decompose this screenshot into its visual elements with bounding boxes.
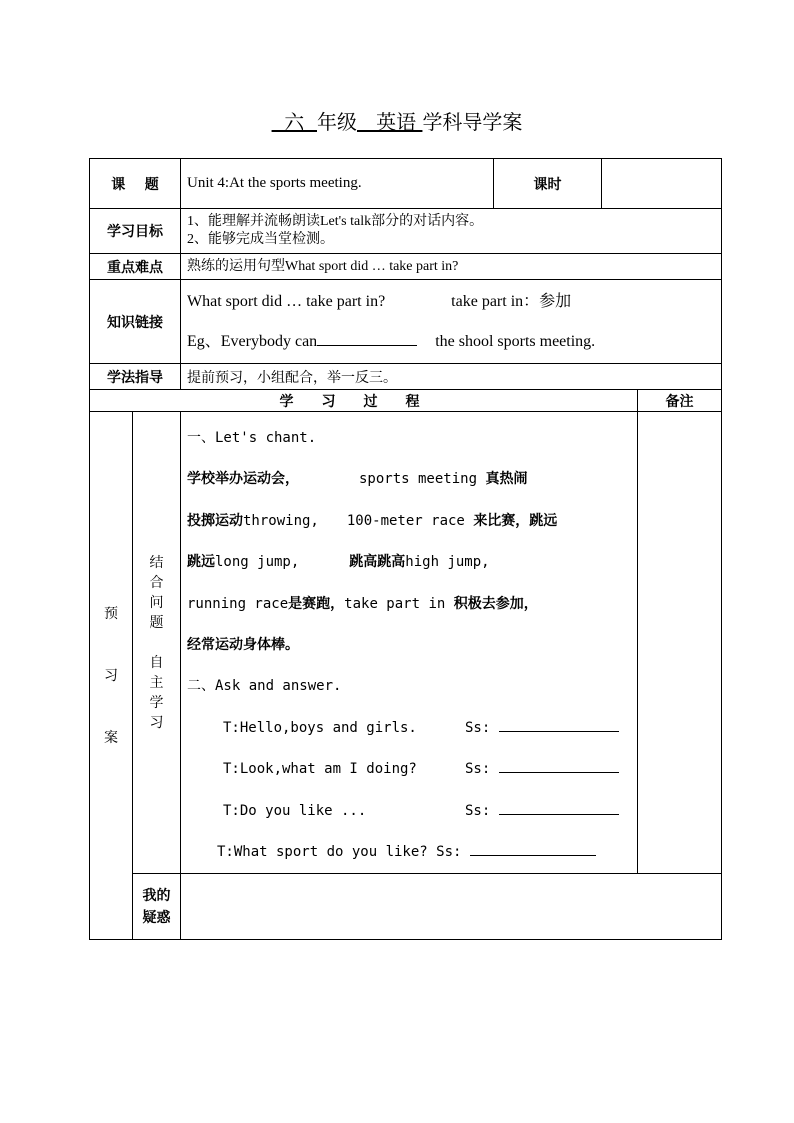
link-line — [187, 282, 721, 322]
row-preview — [90, 412, 722, 874]
chant-content — [181, 412, 638, 874]
title-suffix: 学科导学案 — [422, 110, 523, 134]
answer-blank[interactable] — [470, 841, 596, 856]
method-value: 提前预习，小组配合，举一反三。 — [181, 364, 722, 390]
goal-label: 学习目标 — [90, 209, 181, 254]
dialog-line: T:Hello,boys and girls. Ss: — [187, 708, 637, 749]
self-study-label: 结 合 问 题 自 主 学 习 — [133, 412, 181, 874]
process-header: 学习过程 — [90, 390, 638, 412]
grade-blank: 六 — [271, 110, 317, 134]
doubt-cell[interactable] — [181, 874, 722, 940]
preview-section-label: 预 习 案 — [90, 412, 133, 940]
row-goal — [90, 209, 722, 254]
period-label: 课时 — [494, 159, 602, 209]
goal-line: 1、能理解并流畅朗读Let's talk部分的对话内容。 — [187, 214, 484, 229]
content-line: running race是赛跑，take part in 积极去参加， — [187, 595, 538, 612]
dialog-line: T:What sport do you like? Ss: — [187, 832, 637, 873]
note-cell — [638, 412, 722, 874]
content-line: 一、Let's chant. — [187, 430, 317, 446]
row-topic — [90, 159, 722, 209]
content-line: 二、Ask and answer. — [187, 678, 342, 695]
answer-blank[interactable] — [499, 717, 619, 732]
content-line: 跳远long jump, 跳高跳高high jump, — [187, 554, 490, 571]
content-line: 投掷运动throwing, 100-meter race 来比赛，跳远 — [187, 512, 558, 529]
note-header: 备注 — [638, 390, 722, 412]
link-content — [181, 280, 722, 364]
dialog-line: T:Do you like ... Ss: — [187, 791, 637, 832]
content-line: 学校举办运动会， sports meeting 真热闹 — [187, 471, 528, 488]
focus-value: 熟练的运用句型What sport did … take part in? — [181, 254, 722, 280]
goal-line: 2、能够完成当堂检测。 — [187, 232, 334, 247]
answer-blank[interactable] — [499, 800, 619, 815]
period-value — [602, 159, 722, 209]
grade-suffix: 年级 — [317, 110, 357, 134]
link-label: 知识链接 — [90, 280, 181, 364]
goal-content — [181, 209, 722, 254]
row-process-header — [90, 390, 722, 412]
subject-blank: 英语 — [357, 110, 423, 134]
method-label: 学法指导 — [90, 364, 181, 390]
doubt-label: 我的 疑惑 — [133, 874, 181, 940]
focus-label: 重点难点 — [90, 254, 181, 280]
page-title — [0, 106, 794, 135]
dialog-line: T:Look,what am I doing? Ss: — [187, 749, 637, 790]
example-blank — [317, 331, 417, 346]
row-method — [90, 364, 722, 390]
answer-blank[interactable] — [499, 758, 619, 773]
link-phrase: take part in：参加 — [451, 292, 572, 310]
row-link — [90, 280, 722, 364]
example-end: the shool sports meeting. — [435, 332, 596, 350]
content-line: 经常运动身体棒。 — [187, 636, 299, 653]
topic-value: Unit 4:At the sports meeting. — [181, 159, 494, 209]
row-focus — [90, 254, 722, 280]
link-pattern: What sport did … take part in? — [187, 292, 386, 310]
example-start: Eg、Everybody can — [187, 332, 318, 350]
study-plan-table — [89, 158, 722, 940]
row-doubt — [90, 874, 722, 940]
link-example — [187, 322, 721, 362]
topic-label: 课 题 — [90, 159, 181, 209]
